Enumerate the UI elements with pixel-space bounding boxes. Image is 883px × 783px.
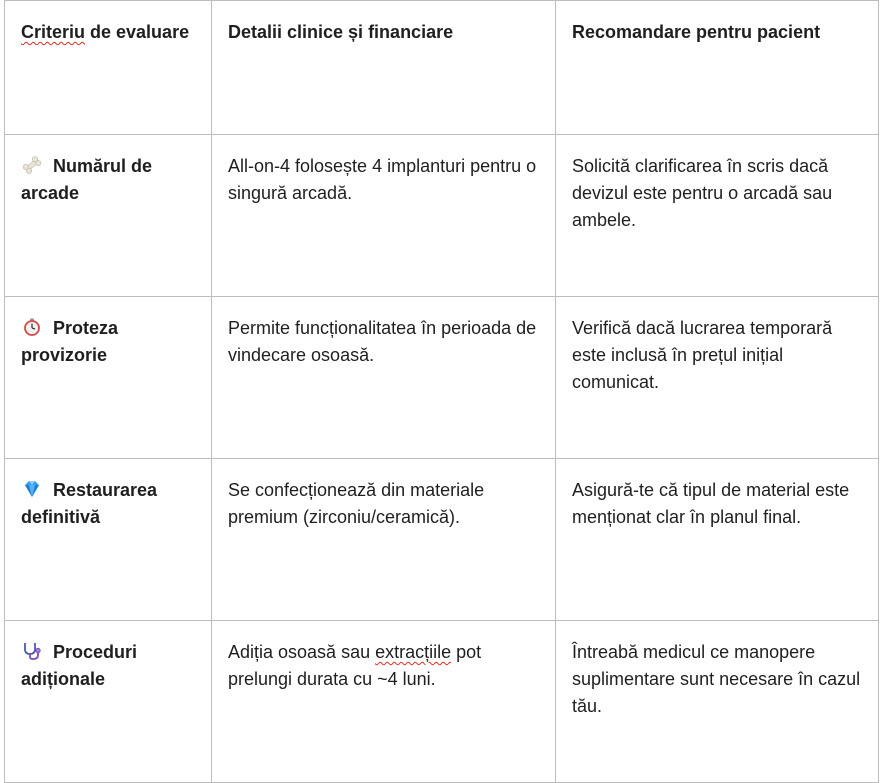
criterion-cell: Restaurarea definitivă	[5, 459, 212, 621]
details-cell: Adiția osoasă sau extracțiile pot prelungi durata cu ~4 luni.	[212, 621, 556, 783]
details-cell: Permite funcționalitatea în perioada de vindecare osoasă.	[212, 297, 556, 459]
spellcheck-word[interactable]: extracțiile	[375, 642, 452, 662]
header-criterion: Criteriu de evaluare	[5, 1, 212, 135]
table-row	[5, 297, 879, 459]
table-row	[5, 135, 879, 297]
gem-icon	[21, 479, 43, 497]
recommendation-cell: Asigură-te că tipul de material este menționat clar în planul final.	[556, 459, 879, 621]
header-details: Detalii clinice și financiare	[212, 1, 556, 135]
bone-icon	[21, 155, 43, 173]
stethoscope-icon	[21, 641, 43, 659]
header-recommendation: Recomandare pentru pacient	[556, 1, 879, 135]
recommendation-cell: Verifică dacă lucrarea temporară este inclusă în prețul inițial comunicat.	[556, 297, 879, 459]
comparison-table	[4, 0, 879, 783]
table-header-row	[5, 1, 879, 135]
criterion-cell: Numărul de arcade	[5, 135, 212, 297]
recommendation-cell: Solicită clarificarea în scris dacă devizul este pentru o arcadă sau ambele.	[556, 135, 879, 297]
table-row	[5, 459, 879, 621]
criterion-cell: Proteza provizorie	[5, 297, 212, 459]
criterion-cell: Proceduri adiționale	[5, 621, 212, 783]
spellcheck-word[interactable]: Criteriu	[21, 22, 86, 42]
stopwatch-icon	[21, 317, 43, 335]
details-cell: All-on-4 folosește 4 implanturi pentru o singură arcadă.	[212, 135, 556, 297]
details-cell: Se confecționează din materiale premium (zirconiu/ceramică).	[212, 459, 556, 621]
recommendation-cell: Întreabă medicul ce manopere suplimentare sunt necesare în cazul tău.	[556, 621, 879, 783]
table-row	[5, 621, 879, 783]
